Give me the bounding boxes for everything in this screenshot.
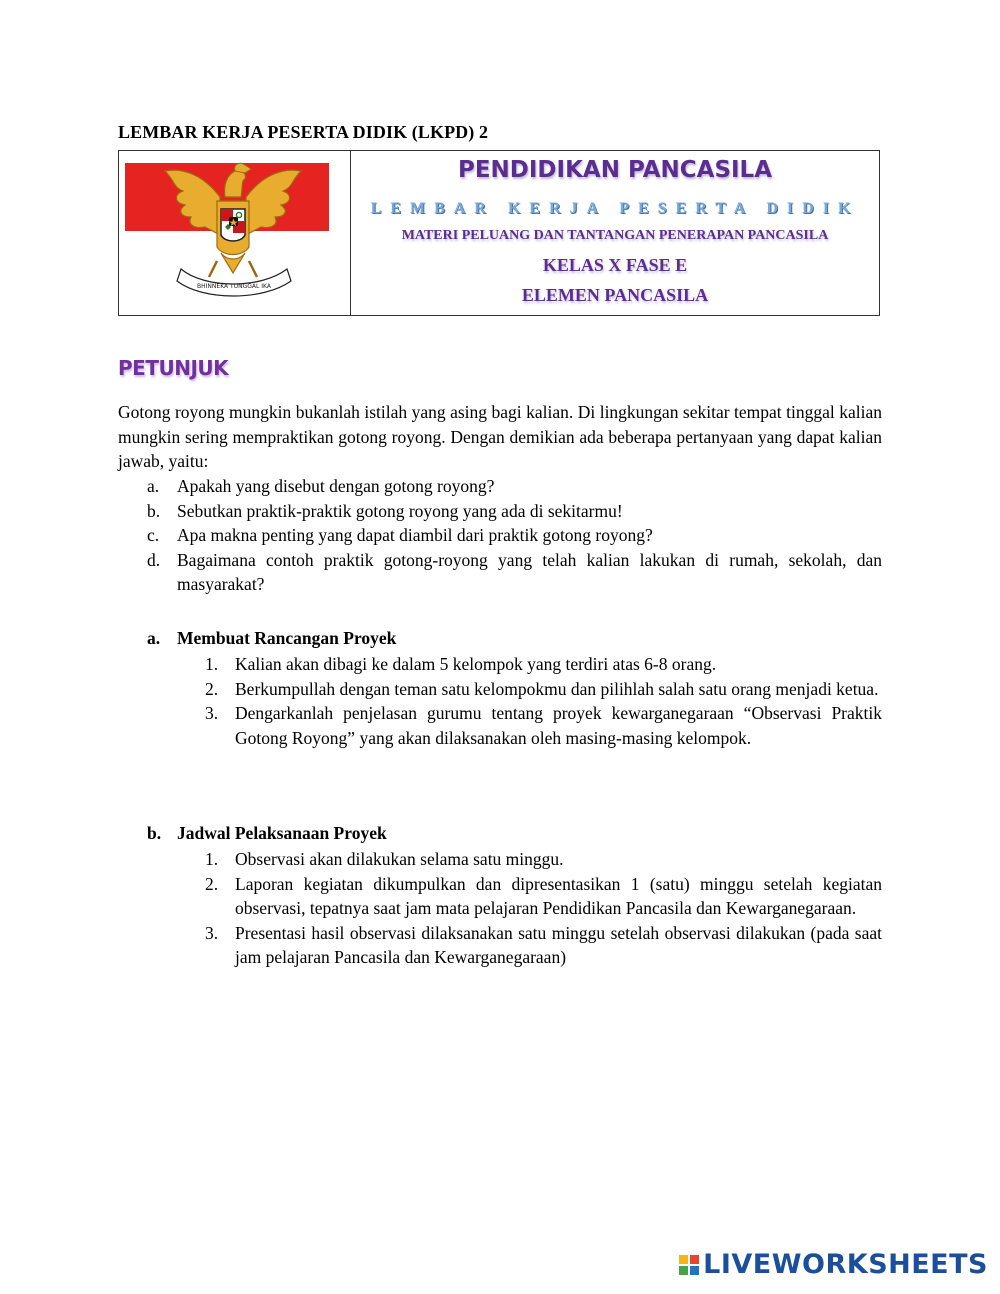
kelas-title: KELAS X FASE E — [542, 255, 688, 275]
section-b-heading: b. Jadwal Pelaksanaan Proyek — [147, 823, 387, 843]
elemen-title: ELEMEN PANCASILA — [521, 285, 709, 305]
subject-title: PENDIDIKAN PANCASILA — [457, 157, 773, 183]
list-item: 1. Observasi akan dilakukan selama satu minggu. — [205, 849, 564, 869]
intro-paragraph: Gotong royong mungkin bukanlah istilah yang asing bagi kalian. Di lingkungan sekitar tempat tinggal kalian mungkin sering mempraktikan gotong royong. Dengan demikian ada beberapa pertanyaan yang dapat kalian jawab, yaitu: — [118, 402, 882, 471]
list-item: d. Bagaimana contoh praktik gotong-royong yang telah kalian lakukan di rumah, sekolah, dan masyarakat? — [147, 549, 882, 594]
emblem-cell — [119, 151, 351, 315]
list-item: 3. Dengarkanlah penjelasan gurumu tentang proyek kewarganegaraan “Observasi Praktik Gotong Royong” yang akan dilaksanakan oleh masing-masing kelompok. — [205, 703, 882, 748]
worksheet-subtitle: LEMBAR KERJA PESERTA DIDIK — [370, 200, 860, 217]
section-b-list — [205, 847, 882, 970]
emblem-motto: BHINNEKA TUNGGAL IKA — [197, 283, 271, 290]
liveworksheets-blocks-icon — [679, 1255, 699, 1275]
petunjuk-heading: PETUNJUK — [118, 356, 229, 380]
list-item: c. Apa makna penting yang dapat diambil dari praktik gotong royong? — [147, 525, 653, 545]
list-item: 2. Laporan kegiatan dikumpulkan dan dipresentasikan 1 (satu) minggu setelah kegiatan observasi, tepatnya saat jam mata pelajaran Pendidikan Pancasila dan Kewarganegaraan. — [205, 873, 882, 918]
liveworksheets-logo[interactable] — [679, 1249, 988, 1280]
materi-title: MATERI PELUANG DAN TANTANGAN PENERAPAN PANCASILA — [401, 228, 829, 243]
list-item: a. Apakah yang disebut dengan gotong royong? — [147, 476, 495, 496]
section-a-list — [205, 652, 882, 750]
list-item: b. Sebutkan praktik-praktik gotong royong yang ada di sekitarmu! — [147, 500, 623, 521]
section-a-heading: a. Membuat Rancangan Proyek — [147, 628, 397, 648]
title-cell — [351, 151, 879, 315]
liveworksheets-brand: LIVEWORKSHEETS — [703, 1249, 988, 1280]
document-title: LEMBAR KERJA PESERTA DIDIK (LKPD) 2 — [118, 122, 489, 142]
list-item: 3. Presentasi hasil observasi dilaksanakan satu minggu setelah observasi dilakukan (pada saat jam pelajaran Pancasila dan Kewarganegaraan) — [205, 922, 882, 967]
question-list — [147, 474, 882, 597]
garuda-emblem-icon — [125, 157, 343, 309]
list-item: 1. Kalian akan dibagi ke dalam 5 kelompok yang terdiri atas 6-8 orang. — [205, 654, 717, 674]
list-item: 2. Berkumpullah dengan teman satu kelompokmu dan pilihlah salah satu orang menjadi ketua. — [205, 678, 879, 699]
header-table — [118, 150, 880, 316]
